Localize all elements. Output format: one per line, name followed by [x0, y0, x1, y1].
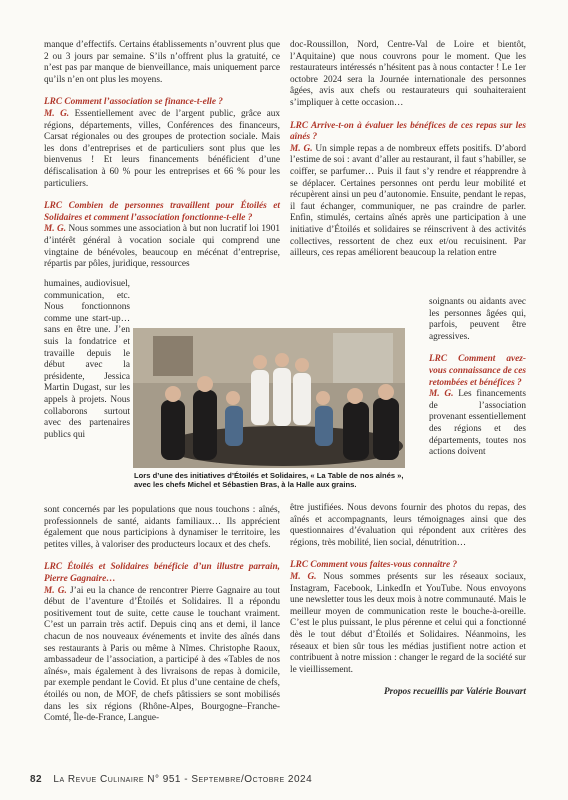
photo-caption: Lors d’une des initiatives d’Étoilés et Solidaires, « La Table de nos aînés », avec les chefs Michel et Sébastien Bras, à la Halle aux grains.: [134, 471, 404, 490]
article-photo: [133, 328, 405, 468]
answer-text: Nous sommes présents sur les réseaux sociaux, Instagram, Facebook, LinkedIn et YouTube. Nous envoyons une newsletter tous les deux mois à notre communauté. Mais le meilleur moyen de communication reste le bouche-à-oreille. C’est le plus puissant, le plus pérenne et celui qui a fonctionné dès le tout début d’Étoilés et Solidaires. Néanmoins, les réseaux et bien sûr tous les médias justifient notre action et contribuent à notre mission : changer le regard de la société sur le vieillissement.: [290, 571, 526, 675]
question: LRC Combien de personnes travaillent pour Étoilés et Solidaires et comment l’association fonctionne-t-elle ?: [44, 201, 280, 223]
question: LRC Comment l’association se finance-t-elle ?: [44, 97, 223, 108]
photo-illustration: [133, 328, 405, 468]
qa-block: [429, 354, 526, 458]
question: LRC Étoilés et Solidaires bénéficie d’un illustre parrain, Pierre Gagnaire…: [44, 562, 280, 584]
page-footer: [30, 774, 312, 785]
answer-text: Essentiellement avec de l’argent public, grâce aux régions, départements, villes, Conférences des financeurs, Carsat régionales ou des groupes de protection sociale. Mais les dons d’entreprises et de particuliers sont plus que les bienvenus ! Et leurs financements bénéficient d’une défiscalisation à 60 % pour les entreprises et 66 % pour les particuliers.: [44, 108, 280, 189]
right-column-narrow: [429, 297, 526, 470]
right-column-top: [290, 40, 526, 271]
qa-block: [290, 560, 526, 676]
paragraph: humaines, audiovisuel, communication, etc. Nous fonctionnons comme une start-up… sans en être une. J’en suis la fondatrice et travaille depuis le début avec la présidente, Jessica Martin Dugast, sur les appels à projets. Nous collaborons surtout avec des partenaires publics qui: [44, 279, 130, 440]
left-column-narrow: [44, 279, 130, 452]
footer-text: La Revue Culinaire N° 951 - Septembre/Octobre 2024: [53, 774, 313, 785]
paragraph: [290, 503, 526, 549]
question: LRC Comment avez-vous connaissance de ces retombées et bénéfices ?: [429, 354, 526, 388]
paragraph: [429, 297, 526, 343]
left-column-top: [44, 40, 280, 282]
question: LRC Comment vous faites-vous connaître ?: [290, 560, 458, 571]
signature: Propos recueillis par Valérie Bouvart: [383, 687, 526, 698]
speaker-initials: M. G.: [44, 108, 70, 119]
page-number: 82: [30, 774, 43, 785]
qa-block: [44, 201, 280, 271]
paragraph: [44, 40, 280, 86]
answer-text: être justifiées. Nous devons fournir des photos du repas, des aînés et accompagnants, leurs témoignages ainsi que des questionnaires d’évaluation qui répondent aux critères des régions, très mobilité, lien social, dénutrition…: [290, 503, 526, 548]
answer-text: J’ai eu la chance de rencontrer Pierre Gagnaire au tout début de l’aventure d’Étoilés et Solidaires. Il a répondu positivement tout de suite, cette cause le touchant vraiment. C’est un parrain très actif. Depuis cinq ans et demi, il lance chacun de nos nouveaux événements et invite des aînés dans ses restaurants à Paris ou même à Nîmes. Christophe Raoux, ambassadeur de l’association, a participé à des «Tables de nos aînés», mais également à des livraisons de repas à domicile, par exemple pendant le Covid. Et plus d’une centaine de chefs, étoilés ou non, de MOF, de chefs pâtissiers se sont mobilisés dans les six régions (Rhône-Alpes, Bourgogne–Franche-Comté, Île-de-France, Langue-: [44, 585, 280, 724]
answer-text: sont concernés par les populations que nous touchons : aînés, professionnels de santé, aidants familiaux… Ils apprécient également que nous participions à dynamiser le territoire, les petites villes, à valoriser des producteurs locaux et des chefs.: [44, 505, 280, 550]
paragraph: [290, 40, 526, 110]
answer-text: Nous sommes une association à but non lucratif loi 1901 d’intérêt général à vocation sociale qui comprend une vingtaine de bénévoles, beaucoup en mécénat d’entreprise, répartis par pôles, juridique, ressources: [44, 224, 281, 270]
speaker-initials: M. G.: [44, 585, 67, 596]
answer-text: Un simple repas a de nombreux effets positifs. D’abord l’estime de soi : avant d’aller au restaurant, il faut s’habiller, se coiffer, se parfumer… Puis il faut s’y rendre et réapprendre à se déplacer. Certaines personnes ont perdu leur mobilité et récupèrent ainsi un peu d’autonomie. Ensuite, pendant le repas, il faut échanger, communiquer, ne pas craindre de parler. Enfin, stimulés, certains aînés après une participation à une initiative d’Étoilés et solidaires se réinscrivent à des activités collectives, ressortent de chez eux et/ou recuisinent. Par ailleurs, ces repas améliorent beaucoup la relation entre: [290, 143, 526, 259]
answer-text: soignants ou aidants avec les personnes âgées qui, parfois, peuvent être agressives.: [429, 297, 526, 342]
right-column-bottom: [290, 503, 526, 710]
qa-block: [290, 121, 526, 260]
qa-block: [44, 97, 280, 190]
paragraph: [44, 505, 280, 551]
speaker-initials: M. G.: [290, 571, 317, 582]
left-column-bottom: [44, 505, 280, 736]
speaker-initials: M. G.: [290, 143, 313, 154]
speaker-initials: M. G.: [429, 389, 454, 400]
answer-text: Les financements de l’association provenant essentiellement des régions et des départements, toutes nos actions doivent: [429, 389, 526, 458]
answer-text: doc-Roussillon, Nord, Centre-Val de Loire et bientôt, l’Aquitaine) que nous couvrons pour le moment. Que les restaurateurs intéressés n’hésitent pas à nous contacter ! Le 1er octobre 2024 sera la Journée internationale des personnes âgées, avis aux chefs ou restaurateurs qui souhaiteraient s’impliquer à cette occasion…: [290, 40, 526, 108]
speaker-initials: M. G.: [44, 224, 67, 235]
qa-block: [44, 562, 280, 724]
answer-text: manque d’effectifs. Certains établissements n’ouvrent plus que 2 ou 3 jours par semaine. S’ils n’offrent plus la gratuité, ce n’est pas par manque de bienveillance, mais uniquement parce qu’ils n’en ont plus les moyens.: [44, 40, 280, 85]
question: LRC Arrive-t-on à évaluer les bénéfices de ces repas sur les aînés ?: [290, 120, 526, 143]
